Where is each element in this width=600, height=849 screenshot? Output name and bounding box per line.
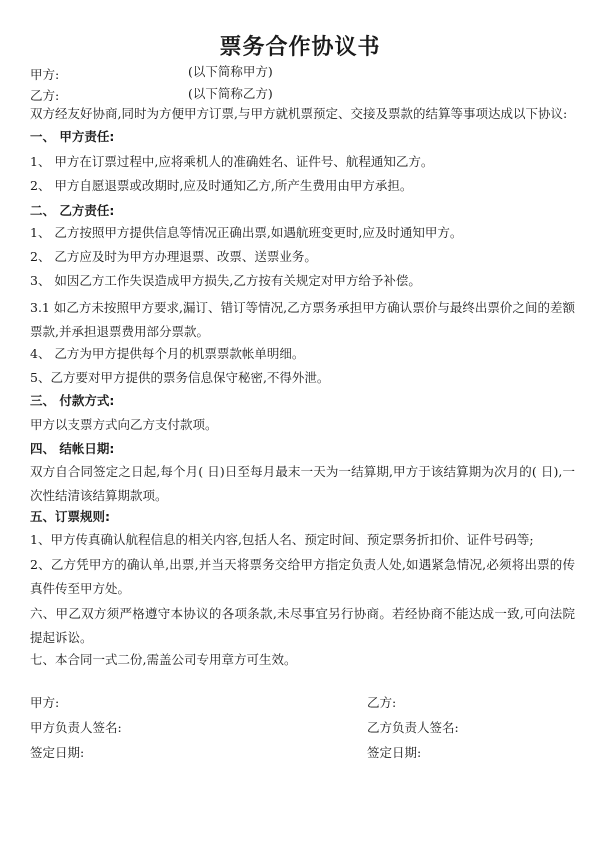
section-4-text: 双方自合同签定之日起,每个月( 日)日至每月最末一天为一结算期,甲方于该结算期为次月的( 日),一次性结清该结算期款项。 <box>30 464 575 503</box>
section-2-item: 1、 乙方按照甲方提供信息等情况正确出票,如遇航班变更时,应及时通知甲方。 <box>30 225 463 240</box>
signature-party-a-date: 签定日期: <box>30 745 85 760</box>
section-5-heading: 五、订票规则: <box>30 509 110 524</box>
intro-paragraph: 双方经友好协商,同时为方便甲方订票,与甲方就机票预定、交接及票款的结算等事项达成以下协议: <box>30 106 568 121</box>
signature-party-b-date: 签定日期: <box>367 745 422 760</box>
signature-party-b-person: 乙方负责人签名: <box>367 720 459 735</box>
signature-party-a: 甲方: <box>30 695 60 710</box>
party-a-note: (以下简称甲方) <box>188 64 273 79</box>
section-2-heading: 二、 乙方责任: <box>30 203 115 218</box>
section-1-item: 1、 甲方在订票过程中,应将乘机人的准确姓名、证件号、航程通知乙方。 <box>30 154 434 169</box>
section-5-item: 1、甲方传真确认航程信息的相关内容,包括人名、预定时间、预定票务折扣价、证件号码等; <box>30 532 534 547</box>
signature-party-b: 乙方: <box>367 695 397 710</box>
party-b-note: (以下简称乙方) <box>188 86 273 101</box>
section-4-heading: 四、 结帐日期: <box>30 441 115 456</box>
section-2-item: 5、乙方要对甲方提供的票务信息保守秘密,不得外泄。 <box>30 370 330 385</box>
signature-party-a-person: 甲方负责人签名: <box>30 720 122 735</box>
section-5-item: 2、乙方凭甲方的确认单,出票,并当天将票务交给甲方指定负责人处,如遇紧急情况,必须将出票的传真件传至甲方处。 <box>30 557 575 596</box>
section-2-item: 2、 乙方应及时为甲方办理退票、改票、送票业务。 <box>30 249 317 264</box>
party-b-label: 乙方: <box>30 88 60 103</box>
section-3-heading: 三、 付款方式: <box>30 393 115 408</box>
section-2-item: 3.1 如乙方未按照甲方要求,漏订、错订等情况,乙方票务承担甲方确认票价与最终出票价之间的差额票款,并承担退票费用部分票款。 <box>30 300 575 339</box>
section-2-item: 3、 如因乙方工作失误造成甲方损失,乙方按有关规定对甲方给予补偿。 <box>30 273 421 288</box>
section-7-text: 七、本合同一式二份,需盖公司专用章方可生效。 <box>30 652 297 667</box>
section-1-heading: 一、 甲方责任: <box>30 129 115 144</box>
section-2-item: 4、 乙方为甲方提供每个月的机票票款帐单明细。 <box>30 346 305 361</box>
section-6-text: 六、甲乙双方须严格遵守本协议的各项条款,未尽事宜另行协商。若经协商不能达成一致,可向法院提起诉讼。 <box>30 606 575 645</box>
section-3-text: 甲方以支票方式向乙方支付款项。 <box>30 417 218 432</box>
party-a-label: 甲方: <box>30 67 60 82</box>
section-1-item: 2、 甲方自愿退票或改期时,应及时通知乙方,所产生费用由甲方承担。 <box>30 178 413 193</box>
document-title: 票务合作协议书 <box>219 35 381 60</box>
